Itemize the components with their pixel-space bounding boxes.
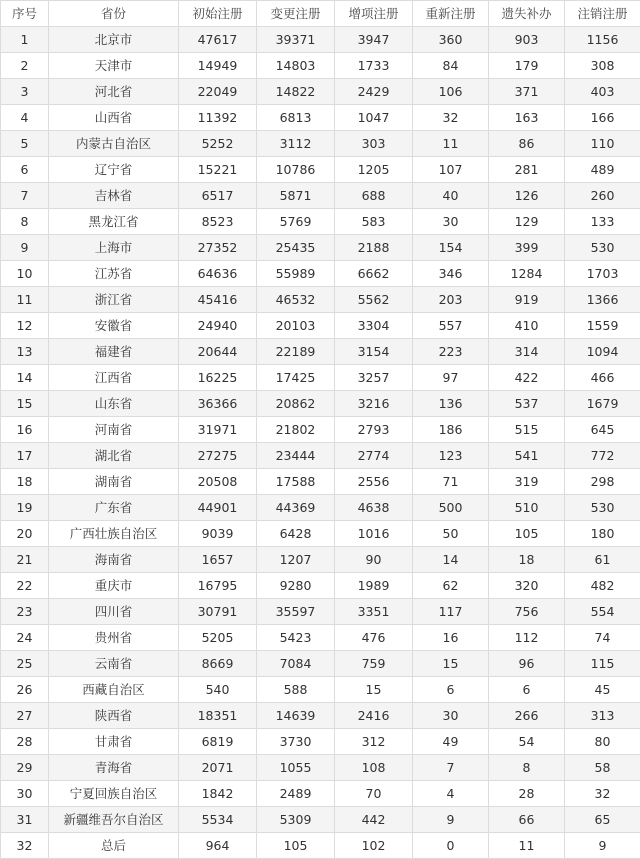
cell-province: 黑龙江省	[49, 209, 179, 235]
cell-re: 203	[413, 287, 489, 313]
cell-change: 5309	[257, 807, 335, 833]
table-row	[1, 183, 640, 209]
cell-add: 70	[335, 781, 413, 807]
table-row	[1, 469, 640, 495]
cell-change: 17588	[257, 469, 335, 495]
cell-cancel: 115	[565, 651, 640, 677]
cell-re: 50	[413, 521, 489, 547]
cell-cancel: 482	[565, 573, 640, 599]
cell-lost: 541	[489, 443, 565, 469]
cell-re: 49	[413, 729, 489, 755]
table-row	[1, 755, 640, 781]
cell-province: 山东省	[49, 391, 179, 417]
cell-province: 甘肃省	[49, 729, 179, 755]
cell-cancel: 772	[565, 443, 640, 469]
cell-initial: 16795	[179, 573, 257, 599]
cell-change: 14803	[257, 53, 335, 79]
cell-cancel: 166	[565, 105, 640, 131]
cell-change: 588	[257, 677, 335, 703]
cell-province: 河南省	[49, 417, 179, 443]
cell-index: 16	[1, 417, 49, 443]
cell-change: 1207	[257, 547, 335, 573]
cell-add: 3154	[335, 339, 413, 365]
cell-index: 17	[1, 443, 49, 469]
cell-lost: 11	[489, 833, 565, 859]
cell-lost: 371	[489, 79, 565, 105]
cell-province: 江苏省	[49, 261, 179, 287]
cell-cancel: 554	[565, 599, 640, 625]
cell-re: 106	[413, 79, 489, 105]
cell-province: 四川省	[49, 599, 179, 625]
cell-change: 39371	[257, 27, 335, 53]
cell-change: 10786	[257, 157, 335, 183]
cell-add: 442	[335, 807, 413, 833]
cell-add: 583	[335, 209, 413, 235]
table-row	[1, 105, 640, 131]
cell-province: 重庆市	[49, 573, 179, 599]
cell-initial: 16225	[179, 365, 257, 391]
cell-change: 46532	[257, 287, 335, 313]
cell-lost: 266	[489, 703, 565, 729]
cell-add: 3304	[335, 313, 413, 339]
cell-add: 1047	[335, 105, 413, 131]
cell-cancel: 466	[565, 365, 640, 391]
cell-initial: 964	[179, 833, 257, 859]
cell-province: 西藏自治区	[49, 677, 179, 703]
cell-change: 17425	[257, 365, 335, 391]
cell-add: 1205	[335, 157, 413, 183]
cell-re: 62	[413, 573, 489, 599]
cell-cancel: 1559	[565, 313, 640, 339]
cell-initial: 5252	[179, 131, 257, 157]
cell-cancel: 298	[565, 469, 640, 495]
cell-lost: 515	[489, 417, 565, 443]
cell-re: 123	[413, 443, 489, 469]
cell-province: 上海市	[49, 235, 179, 261]
cell-change: 22189	[257, 339, 335, 365]
cell-initial: 20508	[179, 469, 257, 495]
cell-add: 2188	[335, 235, 413, 261]
table-row	[1, 209, 640, 235]
cell-province: 浙江省	[49, 287, 179, 313]
cell-re: 9	[413, 807, 489, 833]
cell-re: 4	[413, 781, 489, 807]
header-initial: 初始注册	[179, 1, 257, 27]
cell-index: 14	[1, 365, 49, 391]
table-row	[1, 339, 640, 365]
cell-initial: 9039	[179, 521, 257, 547]
cell-lost: 126	[489, 183, 565, 209]
header-index: 序号	[1, 1, 49, 27]
cell-initial: 30791	[179, 599, 257, 625]
cell-index: 23	[1, 599, 49, 625]
cell-initial: 24940	[179, 313, 257, 339]
cell-lost: 6	[489, 677, 565, 703]
table-row	[1, 599, 640, 625]
cell-index: 25	[1, 651, 49, 677]
cell-change: 105	[257, 833, 335, 859]
table-row	[1, 79, 640, 105]
cell-province: 海南省	[49, 547, 179, 573]
cell-add: 108	[335, 755, 413, 781]
header-change: 变更注册	[257, 1, 335, 27]
cell-re: 360	[413, 27, 489, 53]
table-row	[1, 781, 640, 807]
cell-lost: 28	[489, 781, 565, 807]
cell-index: 7	[1, 183, 49, 209]
cell-add: 1733	[335, 53, 413, 79]
cell-initial: 5205	[179, 625, 257, 651]
cell-add: 2774	[335, 443, 413, 469]
cell-cancel: 308	[565, 53, 640, 79]
cell-cancel: 530	[565, 235, 640, 261]
cell-re: 117	[413, 599, 489, 625]
table-row	[1, 677, 640, 703]
cell-index: 8	[1, 209, 49, 235]
cell-add: 3351	[335, 599, 413, 625]
cell-add: 476	[335, 625, 413, 651]
cell-initial: 6517	[179, 183, 257, 209]
cell-initial: 5534	[179, 807, 257, 833]
cell-re: 40	[413, 183, 489, 209]
cell-re: 14	[413, 547, 489, 573]
cell-re: 223	[413, 339, 489, 365]
cell-lost: 319	[489, 469, 565, 495]
cell-add: 4638	[335, 495, 413, 521]
cell-cancel: 530	[565, 495, 640, 521]
cell-index: 24	[1, 625, 49, 651]
cell-index: 28	[1, 729, 49, 755]
cell-lost: 919	[489, 287, 565, 313]
cell-cancel: 1679	[565, 391, 640, 417]
cell-re: 7	[413, 755, 489, 781]
cell-re: 71	[413, 469, 489, 495]
cell-lost: 422	[489, 365, 565, 391]
cell-index: 4	[1, 105, 49, 131]
cell-lost: 179	[489, 53, 565, 79]
cell-index: 26	[1, 677, 49, 703]
cell-index: 11	[1, 287, 49, 313]
cell-add: 2556	[335, 469, 413, 495]
cell-add: 102	[335, 833, 413, 859]
cell-lost: 314	[489, 339, 565, 365]
cell-province: 辽宁省	[49, 157, 179, 183]
cell-cancel: 489	[565, 157, 640, 183]
cell-change: 25435	[257, 235, 335, 261]
cell-re: 0	[413, 833, 489, 859]
cell-change: 9280	[257, 573, 335, 599]
cell-change: 14822	[257, 79, 335, 105]
cell-re: 15	[413, 651, 489, 677]
cell-province: 青海省	[49, 755, 179, 781]
table-row	[1, 53, 640, 79]
cell-lost: 756	[489, 599, 565, 625]
cell-re: 154	[413, 235, 489, 261]
cell-province: 福建省	[49, 339, 179, 365]
cell-cancel: 133	[565, 209, 640, 235]
cell-initial: 22049	[179, 79, 257, 105]
cell-re: 107	[413, 157, 489, 183]
cell-province: 内蒙古自治区	[49, 131, 179, 157]
cell-initial: 36366	[179, 391, 257, 417]
cell-cancel: 403	[565, 79, 640, 105]
cell-index: 18	[1, 469, 49, 495]
table-row	[1, 157, 640, 183]
cell-index: 32	[1, 833, 49, 859]
cell-initial: 20644	[179, 339, 257, 365]
cell-cancel: 74	[565, 625, 640, 651]
table-row	[1, 625, 640, 651]
cell-re: 16	[413, 625, 489, 651]
cell-province: 宁夏回族自治区	[49, 781, 179, 807]
cell-lost: 8	[489, 755, 565, 781]
header-province: 省份	[49, 1, 179, 27]
cell-province: 陕西省	[49, 703, 179, 729]
cell-index: 29	[1, 755, 49, 781]
cell-index: 1	[1, 27, 49, 53]
cell-initial: 27352	[179, 235, 257, 261]
cell-add: 3216	[335, 391, 413, 417]
table-row	[1, 443, 640, 469]
table-row	[1, 651, 640, 677]
table-row	[1, 521, 640, 547]
cell-index: 3	[1, 79, 49, 105]
cell-lost: 54	[489, 729, 565, 755]
cell-initial: 1842	[179, 781, 257, 807]
cell-add: 1016	[335, 521, 413, 547]
cell-add: 3257	[335, 365, 413, 391]
cell-lost: 18	[489, 547, 565, 573]
cell-index: 13	[1, 339, 49, 365]
cell-add: 90	[335, 547, 413, 573]
cell-change: 21802	[257, 417, 335, 443]
cell-index: 12	[1, 313, 49, 339]
cell-re: 136	[413, 391, 489, 417]
cell-change: 3112	[257, 131, 335, 157]
cell-initial: 8669	[179, 651, 257, 677]
cell-lost: 320	[489, 573, 565, 599]
header-cancel: 注销注册	[565, 1, 640, 27]
cell-province: 云南省	[49, 651, 179, 677]
cell-add: 2793	[335, 417, 413, 443]
cell-add: 5562	[335, 287, 413, 313]
cell-province: 河北省	[49, 79, 179, 105]
cell-change: 23444	[257, 443, 335, 469]
cell-index: 19	[1, 495, 49, 521]
cell-re: 84	[413, 53, 489, 79]
cell-change: 35597	[257, 599, 335, 625]
cell-change: 44369	[257, 495, 335, 521]
cell-province: 湖南省	[49, 469, 179, 495]
table-row	[1, 703, 640, 729]
cell-index: 30	[1, 781, 49, 807]
cell-add: 688	[335, 183, 413, 209]
cell-change: 20862	[257, 391, 335, 417]
cell-initial: 47617	[179, 27, 257, 53]
cell-re: 557	[413, 313, 489, 339]
cell-lost: 105	[489, 521, 565, 547]
cell-province: 新疆维吾尔自治区	[49, 807, 179, 833]
cell-cancel: 1156	[565, 27, 640, 53]
cell-province: 安徽省	[49, 313, 179, 339]
cell-change: 5769	[257, 209, 335, 235]
cell-index: 15	[1, 391, 49, 417]
cell-change: 20103	[257, 313, 335, 339]
table-header-row	[1, 1, 640, 27]
cell-change: 5423	[257, 625, 335, 651]
cell-province: 广西壮族自治区	[49, 521, 179, 547]
cell-province: 天津市	[49, 53, 179, 79]
cell-initial: 64636	[179, 261, 257, 287]
cell-add: 303	[335, 131, 413, 157]
cell-initial: 18351	[179, 703, 257, 729]
cell-initial: 8523	[179, 209, 257, 235]
cell-change: 3730	[257, 729, 335, 755]
cell-re: 11	[413, 131, 489, 157]
cell-cancel: 9	[565, 833, 640, 859]
cell-lost: 96	[489, 651, 565, 677]
table-row	[1, 27, 640, 53]
cell-initial: 14949	[179, 53, 257, 79]
cell-initial: 44901	[179, 495, 257, 521]
cell-initial: 540	[179, 677, 257, 703]
cell-cancel: 45	[565, 677, 640, 703]
cell-lost: 399	[489, 235, 565, 261]
cell-cancel: 260	[565, 183, 640, 209]
cell-index: 5	[1, 131, 49, 157]
cell-re: 346	[413, 261, 489, 287]
table-row	[1, 261, 640, 287]
cell-initial: 15221	[179, 157, 257, 183]
cell-index: 20	[1, 521, 49, 547]
cell-cancel: 313	[565, 703, 640, 729]
cell-initial: 6819	[179, 729, 257, 755]
cell-change: 6813	[257, 105, 335, 131]
cell-re: 32	[413, 105, 489, 131]
table-row	[1, 131, 640, 157]
cell-lost: 537	[489, 391, 565, 417]
cell-lost: 281	[489, 157, 565, 183]
cell-re: 97	[413, 365, 489, 391]
cell-initial: 1657	[179, 547, 257, 573]
table-row	[1, 547, 640, 573]
cell-cancel: 1703	[565, 261, 640, 287]
table-row	[1, 235, 640, 261]
cell-add: 6662	[335, 261, 413, 287]
cell-change: 7084	[257, 651, 335, 677]
cell-province: 吉林省	[49, 183, 179, 209]
cell-index: 6	[1, 157, 49, 183]
header-add: 增项注册	[335, 1, 413, 27]
cell-initial: 11392	[179, 105, 257, 131]
header-lost: 遗失补办	[489, 1, 565, 27]
table-row	[1, 365, 640, 391]
cell-cancel: 180	[565, 521, 640, 547]
cell-province: 湖北省	[49, 443, 179, 469]
cell-index: 21	[1, 547, 49, 573]
cell-re: 30	[413, 209, 489, 235]
cell-cancel: 65	[565, 807, 640, 833]
cell-change: 1055	[257, 755, 335, 781]
table-row	[1, 391, 640, 417]
cell-province: 北京市	[49, 27, 179, 53]
cell-add: 2416	[335, 703, 413, 729]
cell-cancel: 32	[565, 781, 640, 807]
cell-change: 14639	[257, 703, 335, 729]
cell-re: 500	[413, 495, 489, 521]
cell-lost: 1284	[489, 261, 565, 287]
table-row	[1, 807, 640, 833]
cell-index: 22	[1, 573, 49, 599]
cell-add: 3947	[335, 27, 413, 53]
cell-initial: 45416	[179, 287, 257, 313]
cell-lost: 510	[489, 495, 565, 521]
cell-re: 6	[413, 677, 489, 703]
cell-lost: 112	[489, 625, 565, 651]
table-row	[1, 729, 640, 755]
cell-change: 2489	[257, 781, 335, 807]
cell-cancel: 645	[565, 417, 640, 443]
cell-cancel: 58	[565, 755, 640, 781]
cell-index: 2	[1, 53, 49, 79]
cell-change: 6428	[257, 521, 335, 547]
header-re: 重新注册	[413, 1, 489, 27]
cell-index: 9	[1, 235, 49, 261]
cell-cancel: 1094	[565, 339, 640, 365]
cell-cancel: 1366	[565, 287, 640, 313]
table-row	[1, 287, 640, 313]
cell-index: 27	[1, 703, 49, 729]
cell-lost: 163	[489, 105, 565, 131]
cell-add: 1989	[335, 573, 413, 599]
cell-cancel: 110	[565, 131, 640, 157]
cell-add: 312	[335, 729, 413, 755]
cell-re: 186	[413, 417, 489, 443]
cell-cancel: 80	[565, 729, 640, 755]
cell-index: 31	[1, 807, 49, 833]
cell-re: 30	[413, 703, 489, 729]
table-row	[1, 313, 640, 339]
cell-lost: 903	[489, 27, 565, 53]
cell-province: 贵州省	[49, 625, 179, 651]
table-row	[1, 417, 640, 443]
cell-cancel: 61	[565, 547, 640, 573]
cell-add: 759	[335, 651, 413, 677]
cell-change: 55989	[257, 261, 335, 287]
cell-province: 山西省	[49, 105, 179, 131]
cell-lost: 410	[489, 313, 565, 339]
cell-province: 江西省	[49, 365, 179, 391]
table-row	[1, 573, 640, 599]
cell-initial: 2071	[179, 755, 257, 781]
cell-index: 10	[1, 261, 49, 287]
cell-add: 2429	[335, 79, 413, 105]
cell-lost: 66	[489, 807, 565, 833]
table-row	[1, 495, 640, 521]
cell-initial: 31971	[179, 417, 257, 443]
cell-province: 广东省	[49, 495, 179, 521]
cell-lost: 129	[489, 209, 565, 235]
cell-lost: 86	[489, 131, 565, 157]
cell-initial: 27275	[179, 443, 257, 469]
cell-add: 15	[335, 677, 413, 703]
cell-change: 5871	[257, 183, 335, 209]
cell-province: 总后	[49, 833, 179, 859]
table-row	[1, 833, 640, 859]
